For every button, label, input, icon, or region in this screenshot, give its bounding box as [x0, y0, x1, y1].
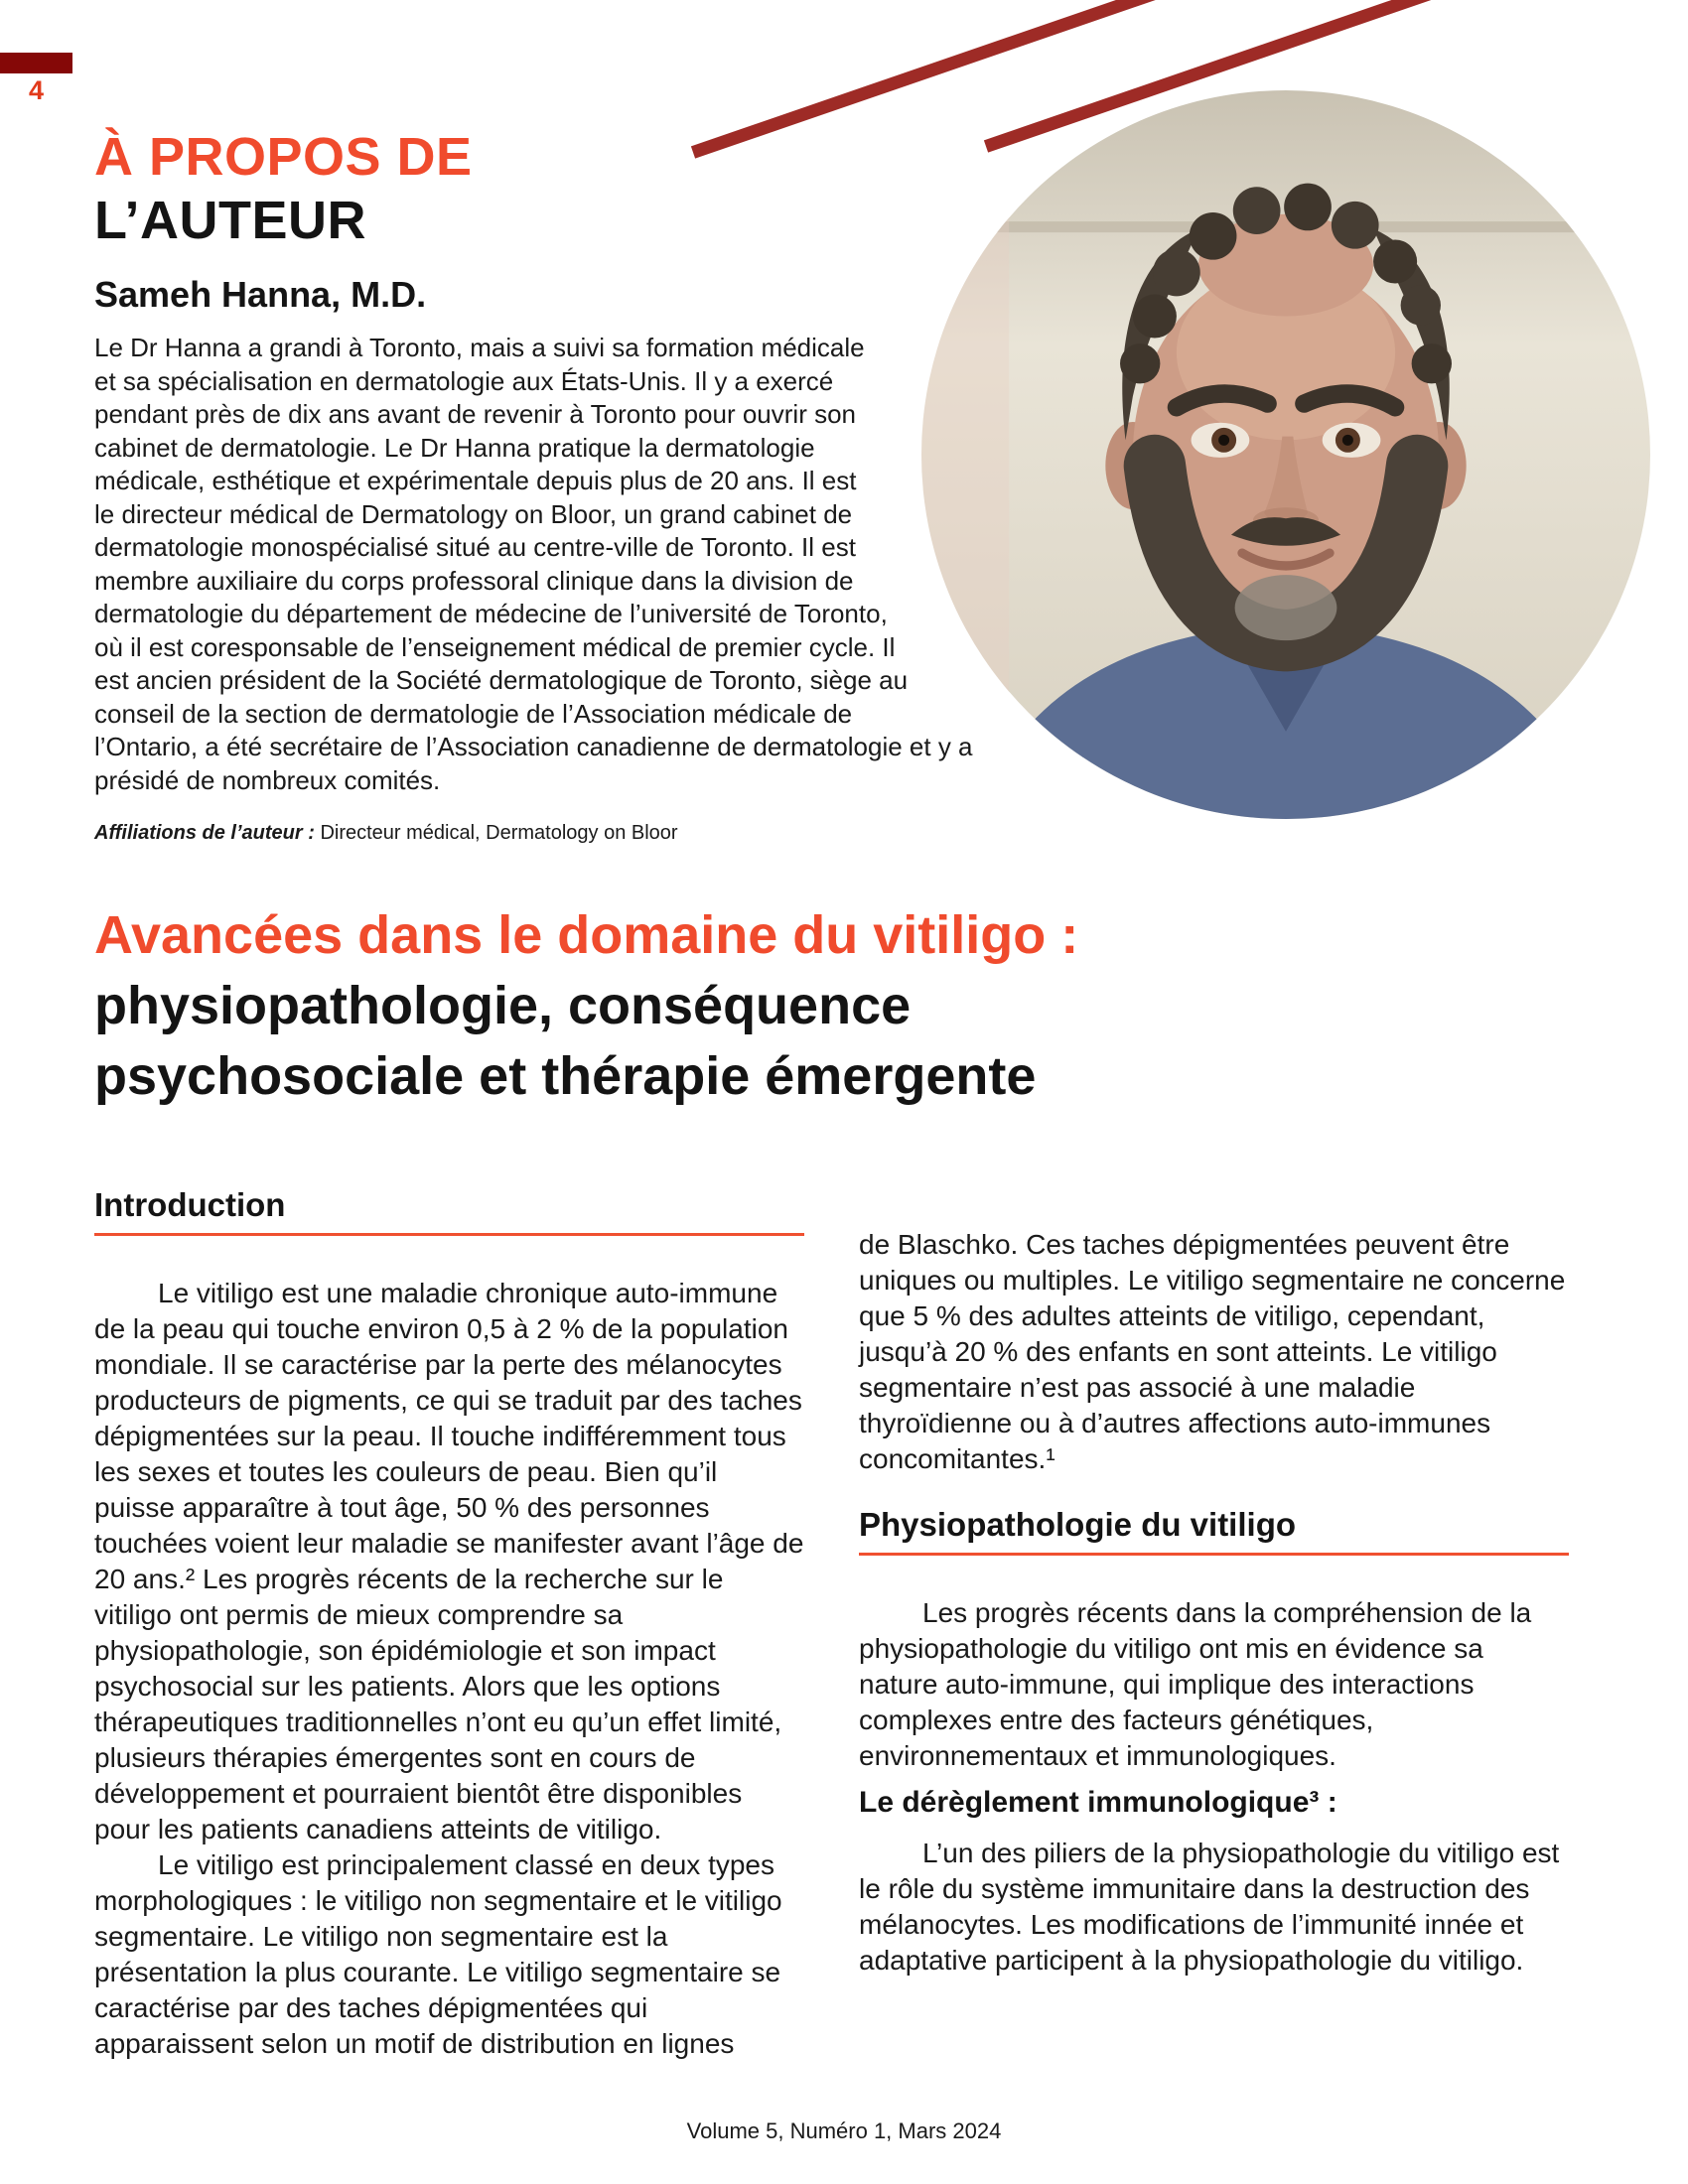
- immune-dysregulation-heading: Le dérèglement immunologique³ :: [859, 1786, 1337, 1819]
- column-left: [94, 1185, 804, 2062]
- physiopathology-heading: Physiopathologie du vitiligo: [859, 1505, 1569, 1556]
- affiliations: [94, 821, 1574, 845]
- affiliations-label: Affiliations de l’auteur :: [94, 822, 315, 844]
- immune-dysregulation-paragraph: L’un des piliers de la physiopathologie du vitiligo est le rôle du système immunitaire dans la destruction des mélanocytes. Les modifications de l’immunité innée et adaptative participent à la physiopathologie du vitiligo.: [859, 1838, 1560, 1976]
- physiopathology-paragraph: Les progrès récents dans la compréhension de la physiopathologie du vitiligo ont mis en évidence sa nature auto-immune, qui implique des interactions complexes entre des facteurs génétiques, environnementaux et immunologiques.: [859, 1597, 1532, 1771]
- affiliations-value: Directeur médical, Dermatology on Bloor: [320, 822, 678, 844]
- continuation-paragraph: de Blaschko. Ces taches dépigmentées peuvent être uniques ou multiples. Le vitiligo segmentaire ne concerne que 5 % des adultes atteints de vitiligo, cependant, jusqu’à 20 % des enfants en sont atteints. Le vitiligo segmentaire n’est pas associé à une maladie thyroïdienne ou à d’autres affections auto-immunes concomitantes.¹: [859, 1229, 1566, 1474]
- introduction-paragraph-2: Le vitiligo est principalement classé en deux types morphologiques : le vitiligo non segmentaire et le vitiligo segmentaire. Le vitiligo non segmentaire est la présentation la plus courante. Le vitiligo segmentaire se caractérise par des taches dépigmentées qui apparaissent selon un motif de distribution en lignes: [94, 1849, 782, 2059]
- author-photo: [921, 90, 1650, 819]
- article-title: [94, 900, 1574, 1112]
- page-number: 4: [29, 75, 45, 105]
- article-title-accent-line: Avancées dans le domaine du vitiligo :: [94, 905, 1079, 965]
- kicker-line-1: À PROPOS DE: [94, 127, 473, 187]
- article-title-line-2: physiopathologie, conséquence: [94, 976, 912, 1035]
- author-portrait-illustration: [921, 90, 1650, 819]
- column-right: [859, 1185, 1569, 2062]
- introduction-paragraph-1: Le vitiligo est une maladie chronique auto-immune de la peau qui touche environ 0,5 à 2 % de la population mondiale. Il se caractérise par la perte des mélanocytes producteurs de pigments, ce qui se traduit par des taches dépigmentées sur la peau. Il touche indifféremment tous les sexes et toutes les couleurs de peau. Bien qu’il puisse apparaître à tout âge, 50 % des personnes touchées voient leur maladie se manifester avant l’âge de 20 ans.² Les progrès récents de la recherche sur le vitiligo ont permis de mieux comprendre sa physiopathologie, son épidémiologie et son impact psychosocial sur les patients. Alors que les options thérapeutiques traditionnelles n’ont eu qu’un effet limité, plusieurs thérapies émergentes sont en cours de développement et pourraient bientôt être disponibles pour les patients canadiens atteints de vitiligo.: [94, 1278, 804, 1844]
- article-columns: [94, 1185, 1574, 2062]
- author-name: Sameh Hanna, M.D.: [94, 274, 427, 315]
- author-bio-paragraph: Le Dr Hanna a grandi à Toronto, mais a suivi sa formation médicale et sa spécialisation en dermatologie aux États-Unis. Il y a exercé pendant près de dix ans avant de revenir à Toronto pour ouvrir son cabinet de dermatologie. Le Dr Hanna pratique la dermatologie médicale, esthétique et expérimentale depuis plus de 20 ans. Il est le directeur médical de Dermatology on Bloor, un grand cabinet de dermatologie monospécialisé situé au centre-ville de Toronto. Il est membre auxiliaire du corps professoral clinique dans la division de dermatologie du département de médecine de l’université de Toronto, où il est coresponsable de l’enseignement médical de premier cycle. Il est ancien président de la Société dermatologique de Toronto, siège au conseil de la section de dermatologie de l’Association médicale de l’Ontario, a été secrétaire de l’Association canadienne de dermatologie et y a présidé de nombreux comités.: [94, 333, 973, 795]
- page-footer: Volume 5, Numéro 1, Mars 2024: [686, 2118, 1002, 2143]
- introduction-heading: Introduction: [94, 1185, 804, 1236]
- article-title-line-3: psychosociale et thérapie émergente: [94, 1046, 1037, 1106]
- kicker-line-2: L’AUTEUR: [94, 191, 366, 250]
